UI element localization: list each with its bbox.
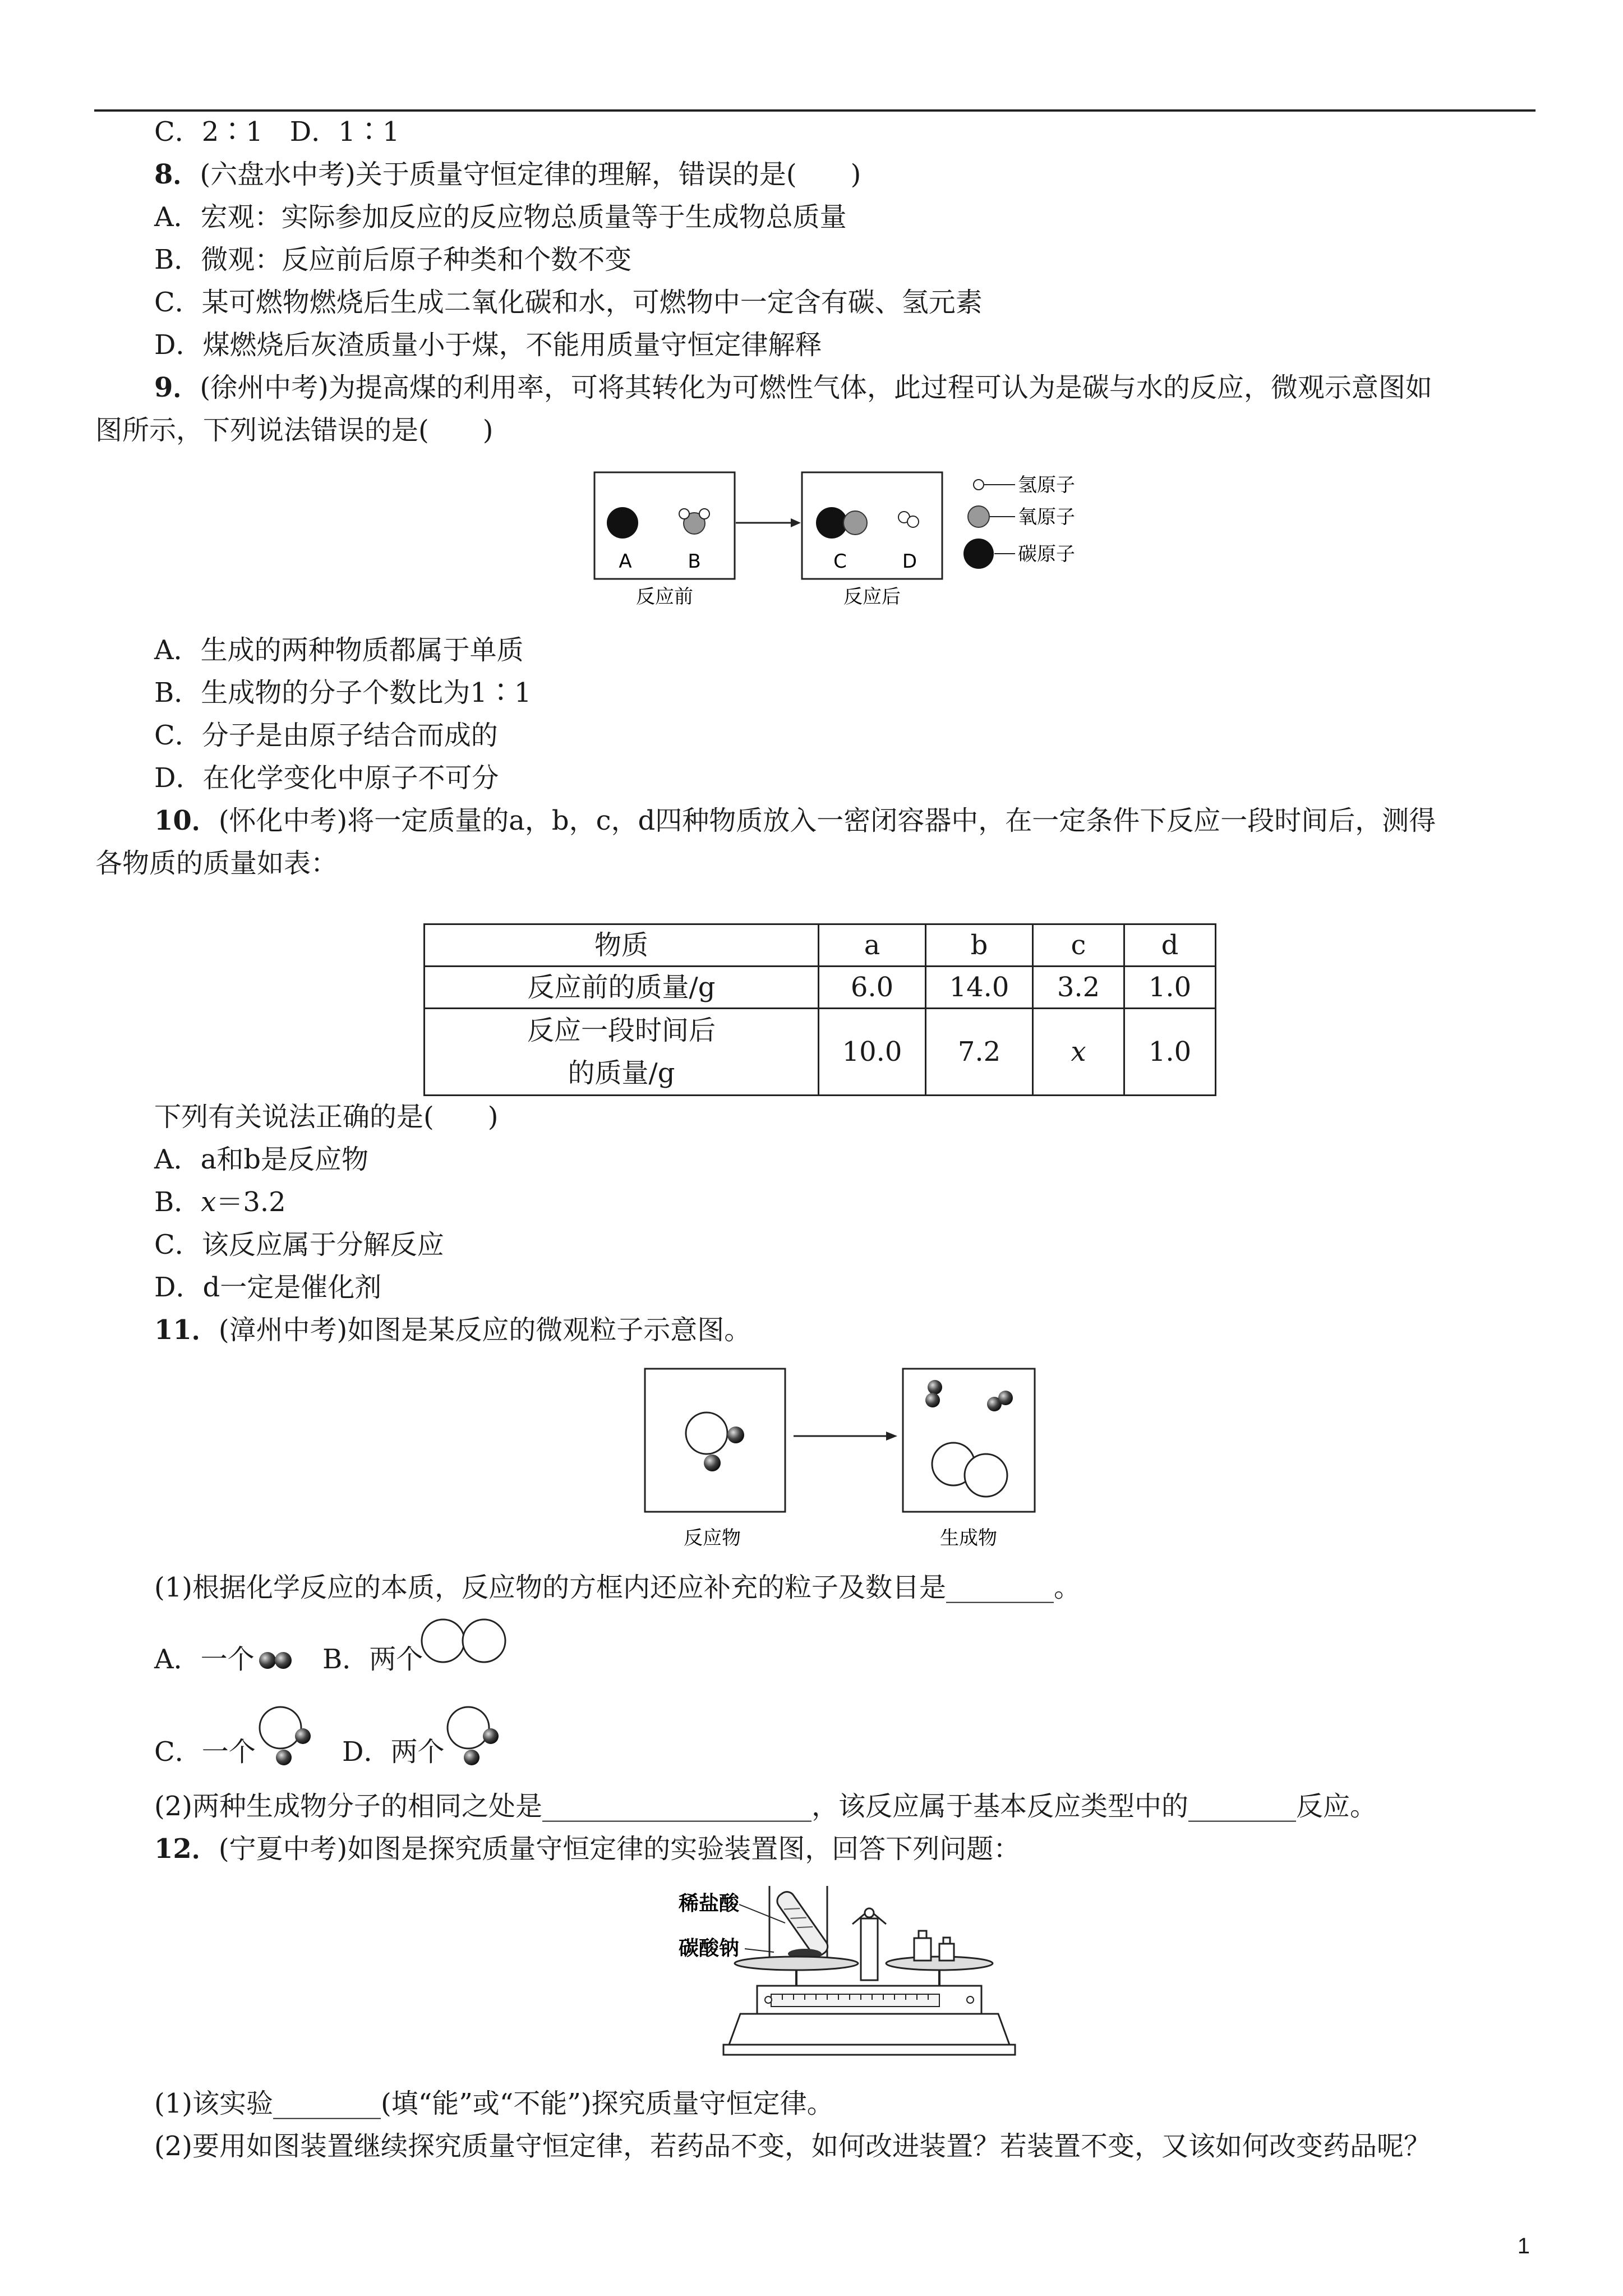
q11-part1: (1)根据化学反应的本质，反应物的方框内还应补充的粒子及数目是________。 — [154, 1572, 1081, 1603]
small-atom-icon — [998, 1391, 1013, 1405]
q10-option-a: A．a和b是反应物 — [154, 1144, 369, 1175]
q12-stem — [154, 1832, 1020, 1866]
table-cell: 1.0 — [1124, 967, 1216, 1009]
q7-options-tail: C．2∶1 D．1∶1 — [154, 116, 400, 148]
hydrogen-legend-icon — [974, 480, 984, 490]
oxygen-atom-icon — [843, 511, 867, 535]
label-d: D — [902, 550, 917, 573]
after-caption: 反应后 — [843, 586, 901, 608]
product-caption: 生成物 — [940, 1527, 997, 1549]
balance-base — [729, 2014, 1009, 2045]
q11-option-b: B．两个 — [322, 1644, 423, 1675]
leader-line — [739, 1904, 785, 1923]
q9-text-1: (徐州中考)为提高煤的利用率，可将其转化为可燃性气体，此过程可认为是碳与水的反应，微观示意图如 — [200, 372, 1432, 403]
q11-text: (漳州中考)如图是某反应的微观粒子示意图。 — [218, 1314, 751, 1346]
small-atom-icon — [704, 1455, 721, 1471]
left-pan — [735, 1957, 858, 1970]
q9-option-d: D．在化学变化中原子不可分 — [154, 762, 499, 794]
q10-number: 10． — [154, 805, 219, 836]
label-b: B — [688, 550, 701, 573]
large-atom-icon — [686, 1412, 727, 1454]
q10-option-b — [154, 1185, 286, 1219]
table-header-cell: c — [1033, 924, 1124, 967]
q10-b-prefix: B． — [154, 1186, 201, 1218]
table-row — [425, 1009, 1216, 1096]
q10-stem-1 — [154, 804, 1436, 838]
table-row-label — [425, 1009, 819, 1096]
table-cell: 14.0 — [926, 967, 1033, 1009]
q10-b-value: ＝3.2 — [216, 1186, 286, 1218]
hydrogen-atom-icon — [907, 516, 919, 527]
header-rule — [94, 109, 1536, 112]
q9-option-c: C．分子是由原子结合而成的 — [154, 720, 498, 751]
q10-text-1: (怀化中考)将一定质量的a，b，c，d四种物质放入一密闭容器中，在一定条件下反应一段时间后，测得 — [218, 805, 1436, 836]
q12-number: 12． — [154, 1833, 219, 1865]
label-dilute-hcl: 稀盐酸 — [679, 1892, 740, 1915]
q8-option-c: C．某可燃物燃烧后生成二氧化碳和水，可燃物中一定含有碳、氢元素 — [154, 287, 983, 318]
test-tube-icon — [774, 1889, 831, 1959]
table-cell: 10.0 — [819, 1009, 926, 1096]
legend-carbon: 碳原子 — [1018, 543, 1075, 565]
q10-option-d: D．d一定是催化剂 — [154, 1272, 382, 1303]
q11-part2: (2)两种生成物分子的相同之处是____________________，该反应属于基本反应类型中的________反应。 — [154, 1791, 1377, 1822]
molecule-icon — [440, 1703, 513, 1770]
q9-number: 9． — [154, 372, 200, 403]
before-caption: 反应前 — [636, 586, 693, 608]
hydrogen-atom-icon — [699, 509, 709, 519]
q11-option-c: C．一个 — [154, 1736, 256, 1768]
large-atom-icon — [965, 1454, 1007, 1497]
small-atom-icon — [727, 1427, 744, 1443]
legend-oxygen: 氧原子 — [1018, 506, 1075, 528]
weight-icon — [939, 1944, 954, 1961]
scale-bar — [771, 1994, 939, 2007]
q8-text: (六盘水中考)关于质量守恒定律的理解，错误的是( ) — [200, 159, 861, 190]
q8-stem — [154, 158, 861, 191]
weight-icon — [914, 1938, 931, 1961]
table-row — [425, 924, 1216, 967]
table-cell: x — [1033, 1009, 1124, 1096]
table-cell: 7.2 — [926, 1009, 1033, 1096]
oxygen-legend-icon — [968, 506, 989, 527]
q12-part1: (1)该实验________(填“能”或“不能”)探究质量守恒定律。 — [154, 2088, 834, 2119]
q12-text: (宁夏中考)如图是探究质量守恒定律的实验装置图，回答下列问题： — [218, 1833, 1021, 1865]
label-a: A — [619, 550, 632, 573]
q9-option-a: A．生成的两种物质都属于单质 — [154, 634, 524, 666]
q10-question: 下列有关说法正确的是( ) — [154, 1101, 499, 1133]
label-c: C — [833, 550, 847, 573]
q11-figure — [639, 1363, 1066, 1554]
table-header-cell: d — [1124, 924, 1216, 967]
q11-number: 11． — [154, 1314, 219, 1346]
row2-label-line2: 的质量/g — [568, 1057, 675, 1089]
carbon-legend-icon — [963, 539, 994, 569]
arrow-head-icon — [886, 1432, 897, 1441]
two-large-atoms-icon — [418, 1616, 513, 1666]
q11-option-d: D．两个 — [342, 1736, 445, 1768]
q11-stem — [154, 1313, 751, 1347]
table-row — [425, 967, 1216, 1009]
hydrogen-atom-icon — [679, 509, 689, 519]
q10-b-variable: x — [201, 1186, 216, 1218]
molecule-icon — [252, 1703, 325, 1770]
reactant-caption: 反应物 — [684, 1527, 741, 1549]
q10-option-c: C．该反应属于分解反应 — [154, 1229, 444, 1260]
q8-number: 8． — [154, 159, 200, 190]
arrow-head-icon — [791, 518, 801, 527]
table-cell: 3.2 — [1033, 967, 1124, 1009]
label-sodium-carbonate: 碳酸钠 — [679, 1937, 740, 1960]
table-header-cell: b — [926, 924, 1033, 967]
q12-balance-figure — [673, 1879, 1021, 2064]
table-header-cell: 物质 — [425, 924, 819, 967]
q8-option-d: D．煤燃烧后灰渣质量小于煤，不能用质量守恒定律解释 — [154, 329, 822, 361]
small-atom-icon — [925, 1393, 940, 1407]
q12-part2: (2)要用如图装置继续探究质量守恒定律，若药品不变，如何改进装置？若装置不变，又该如何改变药品呢？ — [154, 2131, 1431, 2162]
small-atom-icon — [928, 1380, 942, 1395]
carbon-atom-icon — [816, 507, 847, 539]
table-header-cell: a — [819, 924, 926, 967]
table-row-label: 反应前的质量/g — [425, 967, 819, 1009]
row2-label-line1: 反应一段时间后 — [527, 1015, 716, 1046]
page-number: 1 — [1517, 2234, 1530, 2258]
q9-stem-2: 图所示，下列说法错误的是( ) — [95, 415, 494, 446]
q8-option-b: B．微观：反应前后原子种类和个数不变 — [154, 244, 632, 275]
q9-stem-1 — [154, 371, 1432, 404]
table-cell: 1.0 — [1124, 1009, 1216, 1096]
two-small-atoms-icon — [255, 1646, 300, 1674]
q11-option-a: A．一个 — [154, 1644, 255, 1675]
carbon-atom-icon — [607, 507, 638, 539]
mass-table — [423, 923, 1216, 1096]
product-box — [903, 1369, 1035, 1512]
q9-option-b: B．生成物的分子个数比为1∶1 — [154, 677, 532, 708]
pointer-column — [861, 1918, 878, 1980]
table-cell: 6.0 — [819, 967, 926, 1009]
q10-stem-2: 各物质的质量如表： — [95, 848, 338, 879]
q9-figure — [583, 466, 1116, 611]
legend-hydrogen: 氢原子 — [1018, 474, 1075, 496]
q8-option-a: A．宏观：实际参加反应的反应物总质量等于生成物总质量 — [154, 201, 847, 233]
